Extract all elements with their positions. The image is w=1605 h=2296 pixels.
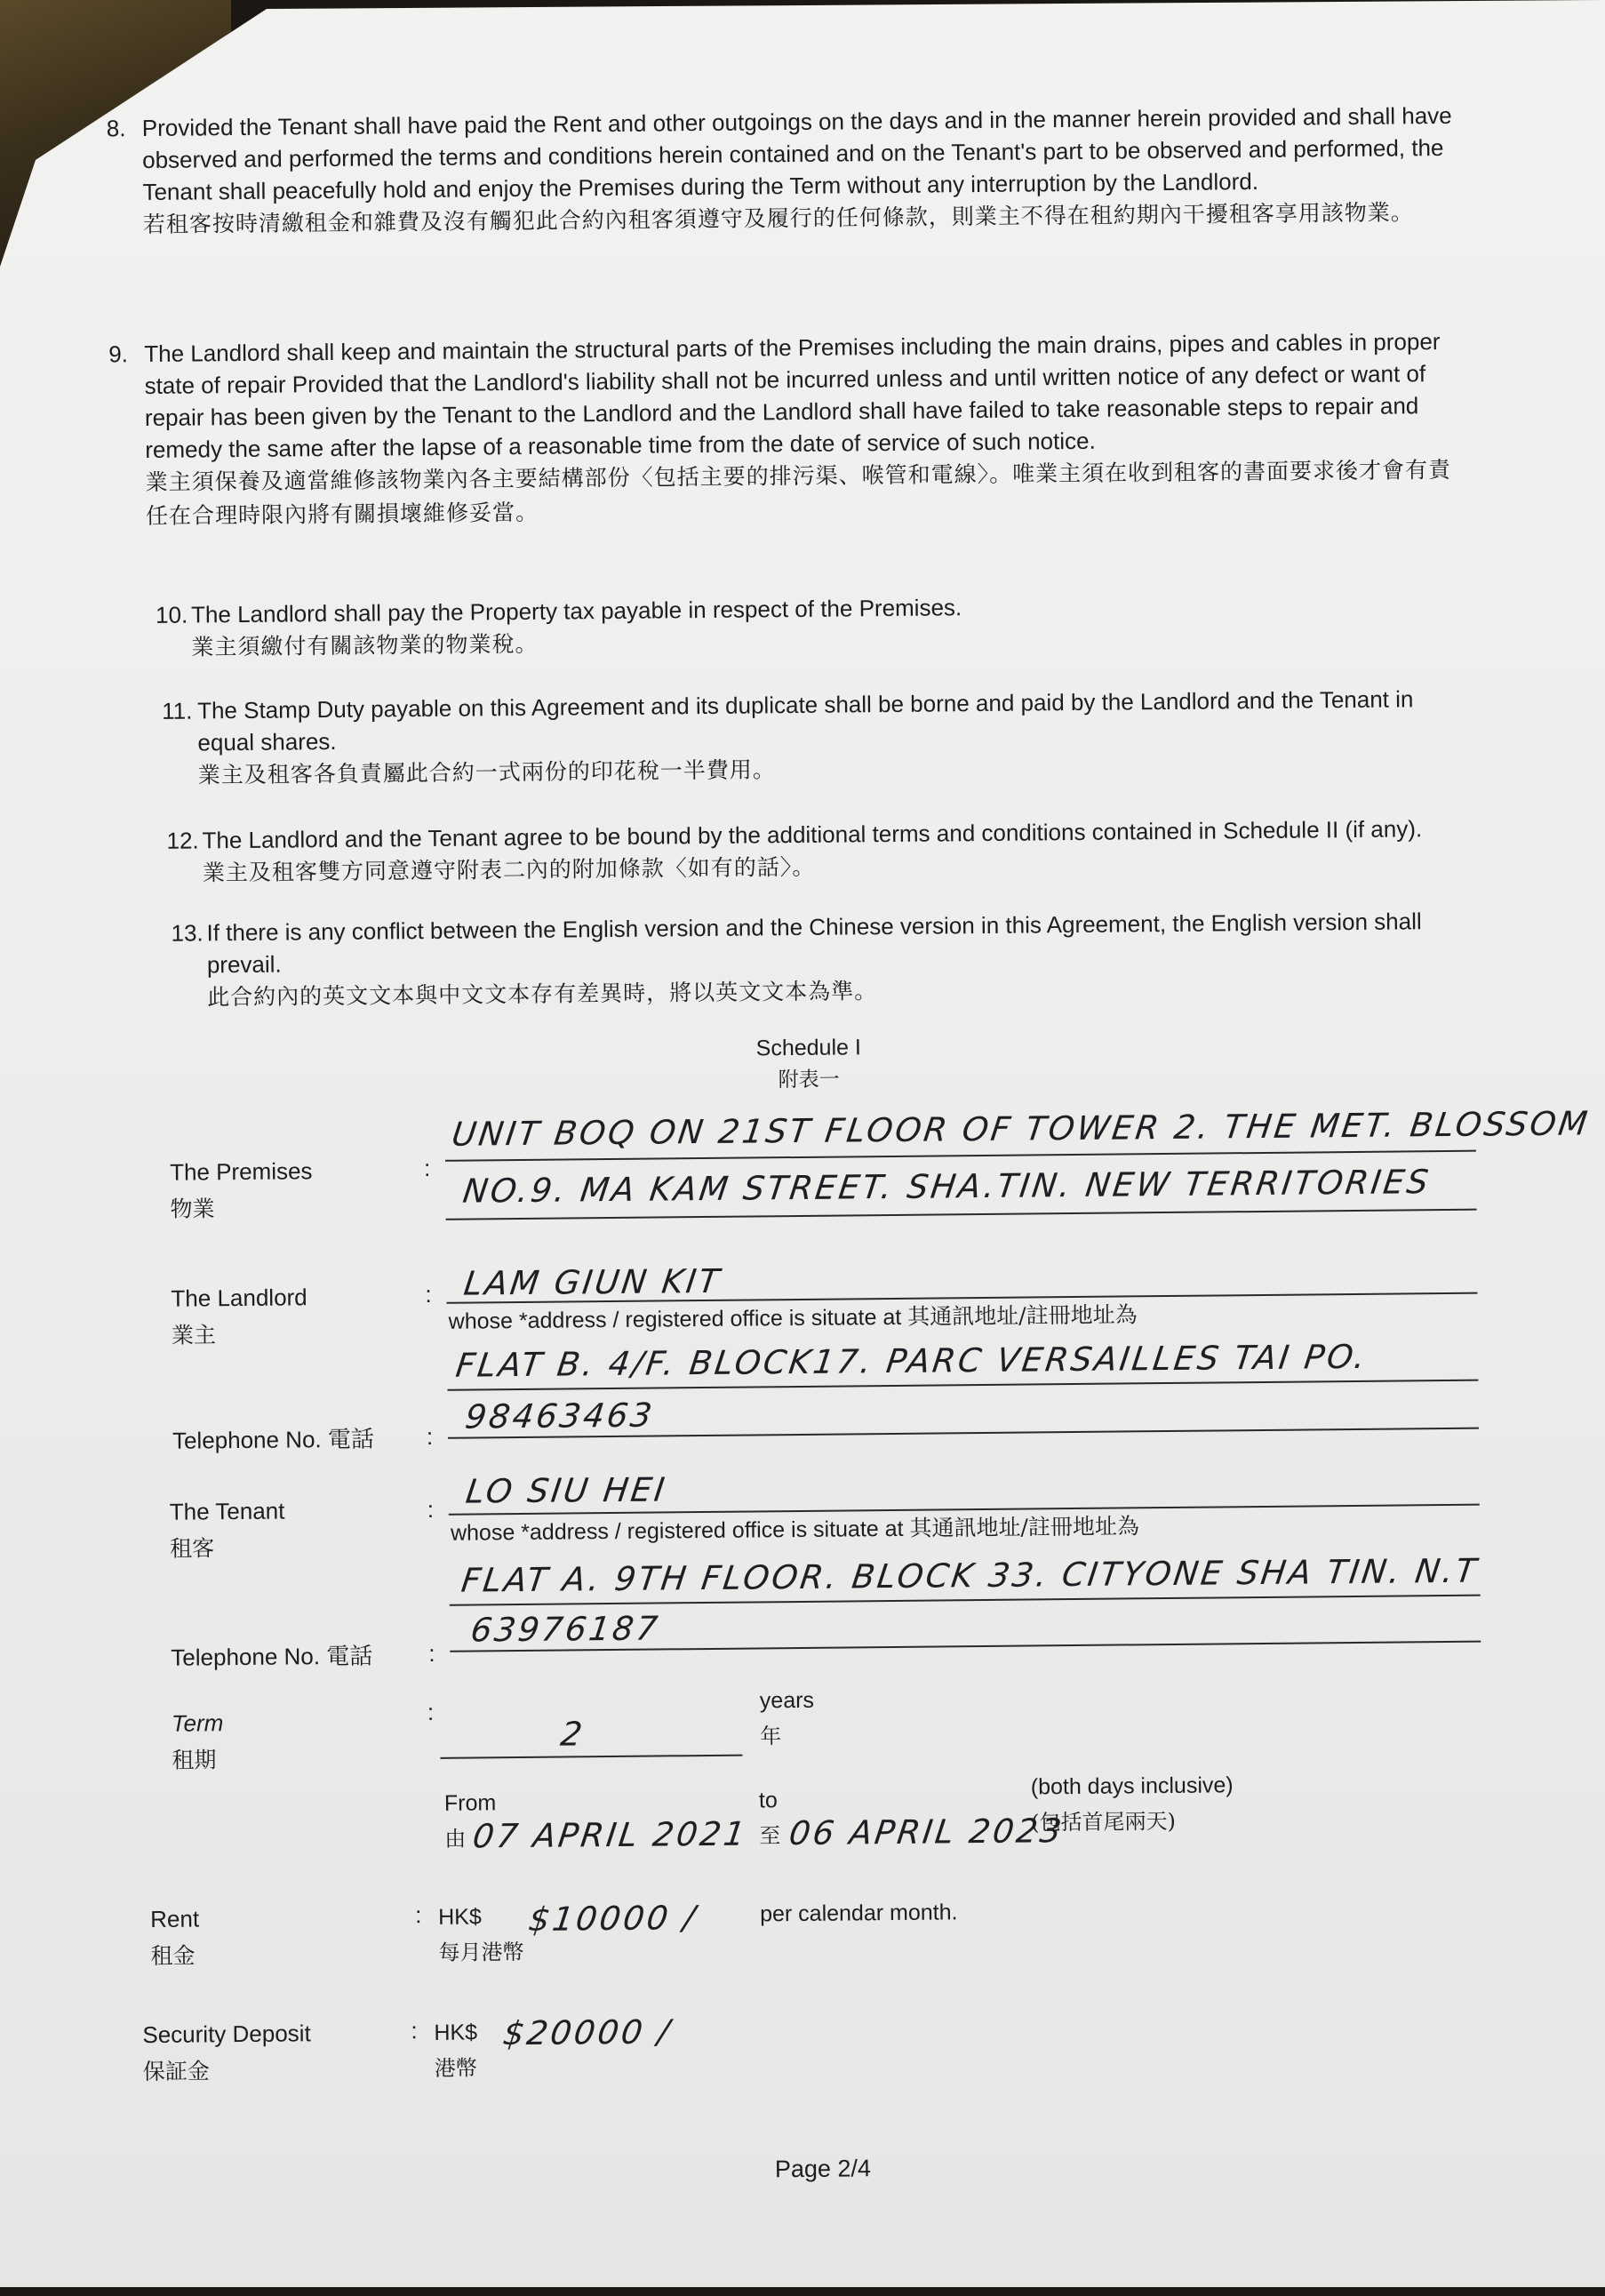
from-label-en: From: [443, 1790, 497, 1816]
landlord-name: LAM GIUN KIT: [461, 1261, 724, 1303]
colon: :: [427, 1698, 435, 1726]
clause-text-en: Provided the Tenant shall have paid the Rent and other outgoings on the days and in the manner herein provided and shall have observed and performed the terms and conditions herein contained and on the Tenant's part to be observed and performed, the Tenant shall peacefully hold and enjoy the Premises during the Term without any interruption by the Landlord.: [141, 101, 1452, 206]
tenant-label: [170, 1492, 285, 1568]
landlord-phone: 98463463: [462, 1396, 657, 1436]
tenant-label-zh: 租客: [170, 1535, 215, 1562]
clause-number: 9.: [108, 340, 129, 368]
colon: :: [427, 1495, 435, 1524]
term-label-en: Term: [171, 1709, 224, 1737]
rent-currency-zh: 每月港幣: [438, 1939, 524, 1965]
inclusive-note: [1031, 1767, 1234, 1840]
clause-text-zh: 若租客按時清繳租金和雜費及沒有觸犯此合約內租客須遵守及履行的任何條款，則業主不得在租約期內干擾租客享用該物業。: [142, 199, 1414, 238]
rent-period: per calendar month.: [760, 1900, 958, 1927]
landlord-address-prompt-zh: 其通訊地址/註冊地址為: [907, 1301, 1138, 1330]
term-label: [172, 1704, 224, 1780]
tenant-label-en: The Tenant: [169, 1497, 285, 1525]
clause-text-en: If there is any conflict between the English version and the Chinese version in this Agreement, the English version shall prevail.: [206, 908, 1422, 979]
landlord-label-en: The Landlord: [171, 1284, 307, 1312]
colon: :: [426, 1422, 434, 1451]
tenant-address-prompt: [451, 1508, 1139, 1550]
deposit-currency: [434, 2014, 477, 2085]
from-date: 07 APRIL 2021: [470, 1814, 750, 1856]
deposit-label-en: Security Deposit: [142, 2020, 311, 2049]
term-rule: [440, 1755, 742, 1759]
deposit-value: $20000 /: [500, 2012, 675, 2053]
deposit-label-zh: 保証金: [142, 2058, 210, 2085]
clause-text-en: The Stamp Duty payable on this Agreement and its duplicate shall be borne and paid by the Landlord and the Tenant in equal shares.: [196, 685, 1414, 756]
clause-number: 13.: [171, 919, 204, 947]
landlord-address-prompt: [449, 1297, 1138, 1339]
colon: :: [423, 1154, 431, 1182]
term-unit: [760, 1683, 815, 1755]
clause-11: [161, 683, 1464, 793]
tenant-name: LO SIU HEI: [463, 1470, 670, 1511]
landlord-label: [171, 1278, 307, 1354]
term-label-zh: 租期: [172, 1747, 217, 1773]
tenant-address-prompt-zh: 其通訊地址/註冊地址為: [909, 1513, 1140, 1541]
to-label-zh: 至: [759, 1823, 781, 1849]
clause-number: 10.: [155, 601, 188, 628]
clause-text-en: The Landlord and the Tenant agree to be bound by the additional terms and conditions contained in Schedule II (if any).: [202, 815, 1423, 854]
tenant-address-prompt-en: whose *address / registered office is situate at: [450, 1516, 904, 1546]
landlord-address: FLAT B. 4/F. BLOCK17. PARC VERSAILLES TAI PO.: [453, 1337, 1370, 1385]
premises-label-zh: 物業: [170, 1196, 215, 1222]
clause-number: 11.: [161, 697, 193, 724]
landlord-address-prompt-en: whose *address / registered office is situate at: [448, 1304, 902, 1334]
clause-text-zh: 業主及租客各負責屬此合約一式兩份的印花稅一半費用。: [197, 756, 776, 788]
landlord-phone-label: [172, 1420, 374, 1460]
rent-value: $10000 /: [526, 1899, 700, 1939]
clause-10: [155, 587, 1463, 665]
premises-line-2: NO.9. MA KAM STREET. SHA.TIN. NEW TERRITORIES: [460, 1163, 1433, 1211]
clause-number: 12.: [166, 827, 199, 854]
clause-text-en: The Landlord shall pay the Property tax payable in respect of the Premises.: [190, 594, 962, 628]
term-unit-en: years: [759, 1687, 815, 1714]
premises-label: [170, 1152, 313, 1228]
deposit-currency-en: HK$: [434, 2020, 478, 2045]
term-unit-zh: 年: [760, 1724, 782, 1749]
colon: :: [425, 1280, 432, 1308]
tenant-address: FLAT A. 9TH FLOOR. BLOCK 33. CITYONE SHA TIN. N.T: [459, 1551, 1481, 1600]
schedule-heading: [747, 1031, 872, 1096]
clause-8: [106, 100, 1458, 242]
clause-text-zh: 此合約內的英文文本與中文文本存有差異時，將以英文文本為準。: [207, 978, 878, 1011]
to-date: 06 APRIL 2023: [787, 1812, 1066, 1853]
rent-currency: [438, 1899, 524, 1971]
inclusive-note-zh: (包括首尾兩天): [1031, 1808, 1177, 1836]
premises-line-1: UNIT BOQ ON 21ST FLOOR OF TOWER 2. THE MET. BLOSSOM: [449, 1104, 1593, 1154]
colon: :: [414, 1901, 422, 1929]
rent-label-zh: 租金: [150, 1942, 196, 1970]
tenant-phone-label-zh: 電話: [326, 1643, 373, 1671]
landlord-phone-label-zh: 電話: [327, 1426, 375, 1454]
clause-number: 8.: [106, 115, 126, 142]
rent-currency-en: HK$: [438, 1904, 482, 1930]
clause-text-zh: 業主及租客雙方同意遵守附表二內的附加條款〈如有的話〉。: [202, 853, 816, 886]
landlord-label-zh: 業主: [171, 1322, 217, 1348]
rent-label: [150, 1900, 200, 1975]
schedule-title-zh: 附表一: [778, 1068, 840, 1092]
landlord-phone-label-en: Telephone No.: [172, 1426, 322, 1454]
colon: :: [428, 1639, 435, 1667]
clause-13: [171, 905, 1465, 1015]
colon: :: [411, 2017, 418, 2044]
to-label: [759, 1782, 781, 1853]
term-value: 2: [558, 1715, 587, 1754]
clause-text-zh: 業主須保養及適當維修該物業內各主要結構部份〈包括主要的排污渠、喉管和電線〉。唯業主須在收到租客的書面要求後才會有責任在合理時限內將有關損壞維修妥當。: [145, 456, 1452, 529]
tenant-phone-label-en: Telephone No.: [171, 1643, 321, 1671]
clause-text-zh: 業主須繳付有關該物業的物業稅。: [191, 630, 539, 660]
premises-label-en: The Premises: [169, 1157, 313, 1186]
inclusive-note-en: (both days inclusive): [1030, 1772, 1234, 1800]
clause-12: [166, 812, 1465, 891]
schedule-title-en: Schedule I: [755, 1035, 861, 1061]
page-number: Page 2/4: [774, 2155, 872, 2183]
from-label-zh: 由: [444, 1826, 467, 1852]
tenant-phone: 63976187: [468, 1609, 663, 1650]
to-label-en: to: [758, 1788, 778, 1813]
clause-9: [108, 325, 1461, 533]
premises-rule-2: [446, 1209, 1477, 1220]
deposit-currency-zh: 港幣: [434, 2055, 477, 2081]
deposit-label: [142, 2014, 311, 2091]
clause-text-en: The Landlord shall keep and maintain the structural parts of the Premises including the main drains, pipes and cables in proper state of repair Provided that the Landlord's liability shall not be incurred unless and until written notice of any defect or want of repair has been given by the Tenant to the Landlord and the Landlord shall have failed to take reasonable steps to repair and remedy the same after the lapse of a reasonable time from the date of service of such notice.: [144, 328, 1441, 463]
rent-label-en: Rent: [150, 1905, 200, 1933]
tenant-phone-label: [171, 1637, 372, 1677]
